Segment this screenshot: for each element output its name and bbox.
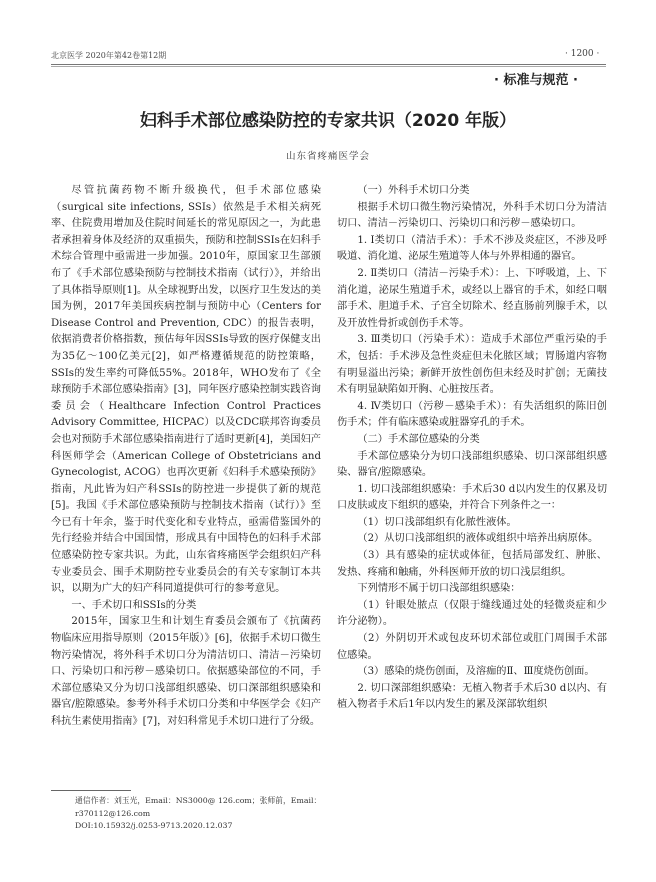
body-paragraph: 手术部位感染分为切口浅部组织感染、切口深部组织感染、器官/腔隙感染。 [337, 450, 607, 479]
footnote-line: r370112@126.com [75, 808, 151, 818]
left-column [51, 183, 321, 731]
list-item: （2）外阴切开术或包皮环切术部位或肛门周围手术部位感染。 [337, 633, 607, 661]
body-paragraph: 下列情形不属于切口浅部组织感染： [357, 583, 521, 595]
list-item: （2）从切口浅部组织的液体或组织中培养出病原体。 [357, 533, 599, 545]
list-item: （3）具有感染的症状或体征，包括局部发红、肿胀、发热、疼痛和触痛，外科医师开放的切口浅层组织。 [337, 550, 607, 578]
list-item: （1）针眼处脓点（仅限于缝线通过处的轻微炎症和少许分泌物）。 [337, 599, 607, 628]
list-item: 1. Ⅰ类切口（清洁手术）：手术不涉及炎症区，不涉及呼吸道、消化道、泌尿生殖道等人体与外界相通的器官。 [337, 234, 607, 263]
footnote-doi: DOI:10.15932/j.0253-9713.2020.12.037 [75, 821, 233, 830]
footnote-line: 通信作者：刘玉光，Email：NS3000@ 126.com；张师前，Email： [75, 796, 322, 805]
list-item: 2. 切口深部组织感染：无植入物者手术后30 d以内、有植入物者手术后1年以内发生的累及深部软组织 [337, 682, 608, 711]
subsection-heading: （一）外科手术切口分类 [357, 185, 470, 196]
list-item: 3. Ⅲ类切口（污染手术）：造成手术部位严重污染的手术，包括：手术涉及急性炎症但未化脓区域；胃肠道内容物有明显溢出污染；新鲜开放性创伤但未经及时扩创；无菌技术有明显缺陷如开胸、心脏按压者。 [337, 334, 607, 396]
subsection-heading: （二）手术部位感染的分类 [357, 433, 480, 445]
body-paragraph: 根据手术切口微生物污染情况，外科手术切口分为清洁切口、清洁－污染切口、污染切口和污秽－感染切口。 [337, 201, 607, 230]
footnote-rule [51, 790, 131, 791]
body-paragraph: 2015年，国家卫生和计划生育委员会颁布了《抗菌药物临床应用指导原则（2015年版）》[6]，依据手术切口微生物污染情况，将外科手术切口分为清洁切口、清洁－污染切口、污染切口和污秽－感染切口。依据感染部位的不同，手术部位感染又分为切口浅部组织感染、切口深部组织感染和器官/腔隙感染。参考外科手术切口分类和中华医学会《妇产科抗生素使用指南》[7]，对妇科常见手术切口进行了分级。 [51, 616, 321, 727]
right-column [337, 183, 607, 714]
list-item: 2. Ⅱ类切口（清洁－污染手术）：上、下呼吸道，上、下消化道，泌尿生殖道手术，或经以上器官的手术，如经口咽部手术、胆道手术、子宫全切除术、经直肠前列腺手术，以及开放性骨折或创伤手术等。 [337, 267, 607, 329]
section-heading: 一、手术切口和SSIs的分类 [71, 599, 197, 611]
list-item: （3）感染的烧伤创面，及溶痂的Ⅱ、Ⅲ度烧伤创面。 [357, 666, 595, 678]
header-rule [51, 64, 606, 65]
article-title: 妇科手术部位感染防控的专家共识（2020 年版） [139, 111, 517, 131]
intro-paragraph: 尽管抗菌药物不断升级换代，但手术部位感染（surgical site infections, SSIs）依然是手术相关病死率、住院费用增加及住院时间延长的常见原因之一，为此患者承担着身体及经济的双重损失，预防和控制SSIs在妇科手术综合管理中亟需进一步加强。2010年，原国家卫生部颁布了《手术部位感染预防与控制技术指南（试行）》，并给出了具体指导原则[1]。从全球视野出发，以医疗卫生发达的美国为例，2017年美国疾病控制与预防中心（Centers for Disease Control and Prevention, CDC）的报告表明，依据消费者价格指数，预估每年因SSIs导致的医疗保健支出为35亿～100亿美元[2]，如严格遵循规范的防控策略，SSIs的发生率约可降低55%。2018年，WHO发布了《全球预防手术部位感染指南》[3]，同年医疗感染控制实践咨询委员会（Healthcare Infection Control Practices Advisory Committee, HICPAC）以及CDC联邦咨询委员会也对预防手术部位感染指南进行了适时更新[4]，美国妇产科医师学会（American College of Obstetricians and Gynecologist, ACOG）也再次更新《妇科手术感染预防》指南，凡此皆为妇产科SSIs的防控进一步提供了新的规范[5]。我国《手术部位感染预防与控制技术指南（试行）》至今已有十年余，鉴于时代变化和专业特点，亟需借鉴国外的先行经验并结合中国国情，形成具有中国特色的妇科手术部位感染防控专家共识。为此，山东省疼痛医学会组织妇产科专业委员会、围手术期防控专业委员会的有关专家制订本共识，以期为广大的妇产科同道提供可行的参考意见。 [51, 185, 321, 595]
list-item: 1. 切口浅部组织感染：手术后30 d以内发生的仅累及切口皮肤或皮下组织的感染，并符合下列条件之一： [337, 483, 608, 512]
section-tag: · 标准与规范 · [494, 73, 578, 88]
list-item: 4. Ⅳ类切口（污秽－感染手术）：有失活组织的陈旧创伤手术；伴有临床感染或脏器穿孔的手术。 [337, 400, 607, 429]
footnote [75, 795, 325, 833]
list-item: （1）切口浅部组织有化脓性液体。 [357, 516, 517, 528]
header-rule-thin [51, 66, 606, 67]
journal-header: 北京医学 2020年第42卷第12期 [51, 51, 167, 60]
article-author: 山东省疼痛医学会 [285, 151, 370, 162]
page-number: · 1200 · [565, 49, 600, 59]
